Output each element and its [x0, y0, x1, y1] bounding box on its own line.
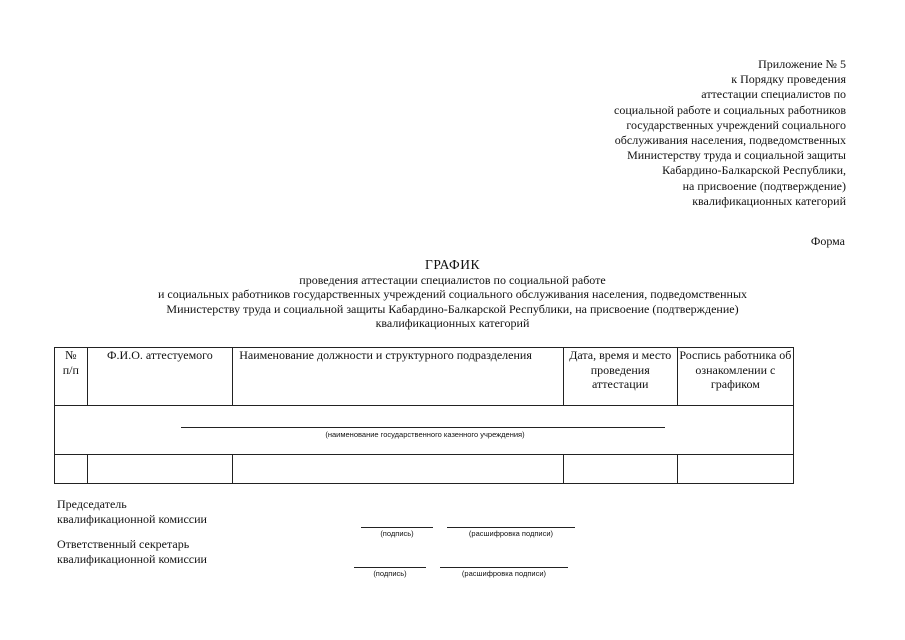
title-line: проведения аттестации специалистов по социальной работе [299, 272, 606, 287]
appendix-line: аттестации специалистов по [701, 87, 846, 102]
header-num-symbol: № [65, 348, 77, 362]
secretary-title-line: Ответственный секретарь [57, 537, 190, 551]
appendix-line: Кабардино-Балкарской Республики, [662, 163, 846, 178]
title-main: ГРАФИК [425, 257, 480, 272]
header-name: Ф.И.О. аттестуемого [87, 348, 233, 406]
header-num-abbr: п/п [62, 362, 79, 377]
appendix-line: на присвоение (подтверждение) [682, 178, 846, 193]
cell-num[interactable] [55, 455, 88, 484]
title-line: Министерству труда и социальной защиты Кабардино-Балкарской Республики, на присвоение (подтверждение) [166, 301, 739, 316]
table-header-row [55, 348, 794, 406]
org-caption: (наименование государственного казенного учреждения) [325, 430, 525, 439]
secretary-title [57, 537, 207, 567]
cell-signature[interactable] [677, 455, 793, 484]
cell-position[interactable] [233, 455, 564, 484]
appendix-line: обслуживания населения, подведомственных [614, 133, 846, 148]
appendix-line: Приложение № 5 [758, 57, 846, 71]
secretary-signature-line[interactable] [354, 567, 426, 568]
appendix-line: к Порядку проведения [731, 72, 846, 87]
chairman-signature-line[interactable] [361, 527, 433, 528]
table-row [55, 455, 794, 484]
document-title [0, 258, 905, 331]
title-line: квалификационных категорий [375, 316, 530, 331]
header-num [55, 348, 88, 406]
cell-date[interactable] [563, 455, 677, 484]
org-row [55, 406, 794, 455]
org-cell [55, 406, 794, 455]
chairman-signature-caption: (подпись) [380, 529, 414, 538]
chairman-decode-line[interactable] [447, 527, 575, 528]
secretary-title-line: квалификационной комиссии [57, 552, 207, 566]
appendix-line: Министерству труда и социальной защиты [627, 148, 846, 163]
header-date: Дата, время и место проведения аттестации [563, 348, 677, 406]
form-label: Форма [810, 234, 845, 248]
schedule-table [54, 347, 794, 484]
chairman-title [57, 497, 207, 527]
secretary-decode-caption: (расшифровка подписи) [461, 569, 547, 578]
appendix-line: государственных учреждений социального [626, 117, 846, 132]
appendix-line: социальной работе и социальных работников [614, 102, 846, 117]
secretary-decode-line[interactable] [440, 567, 568, 568]
secretary-signature-caption: (подпись) [373, 569, 407, 578]
chairman-title-line: Председатель [57, 497, 127, 511]
title-line: и социальных работников государственных учреждений социального обслуживания населения, подведомственных [157, 287, 748, 302]
header-signature: Роспись работника об ознакомлении с графиком [677, 348, 793, 406]
chairman-decode-caption: (расшифровка подписи) [468, 529, 554, 538]
appendix-line: квалификационных категорий [692, 193, 846, 208]
chairman-title-line: квалификационной комиссии [57, 512, 207, 526]
appendix-block [614, 57, 846, 209]
org-fill-line[interactable] [181, 427, 665, 428]
cell-name[interactable] [87, 455, 233, 484]
header-position: Наименование должности и структурного подразделения [233, 348, 564, 406]
